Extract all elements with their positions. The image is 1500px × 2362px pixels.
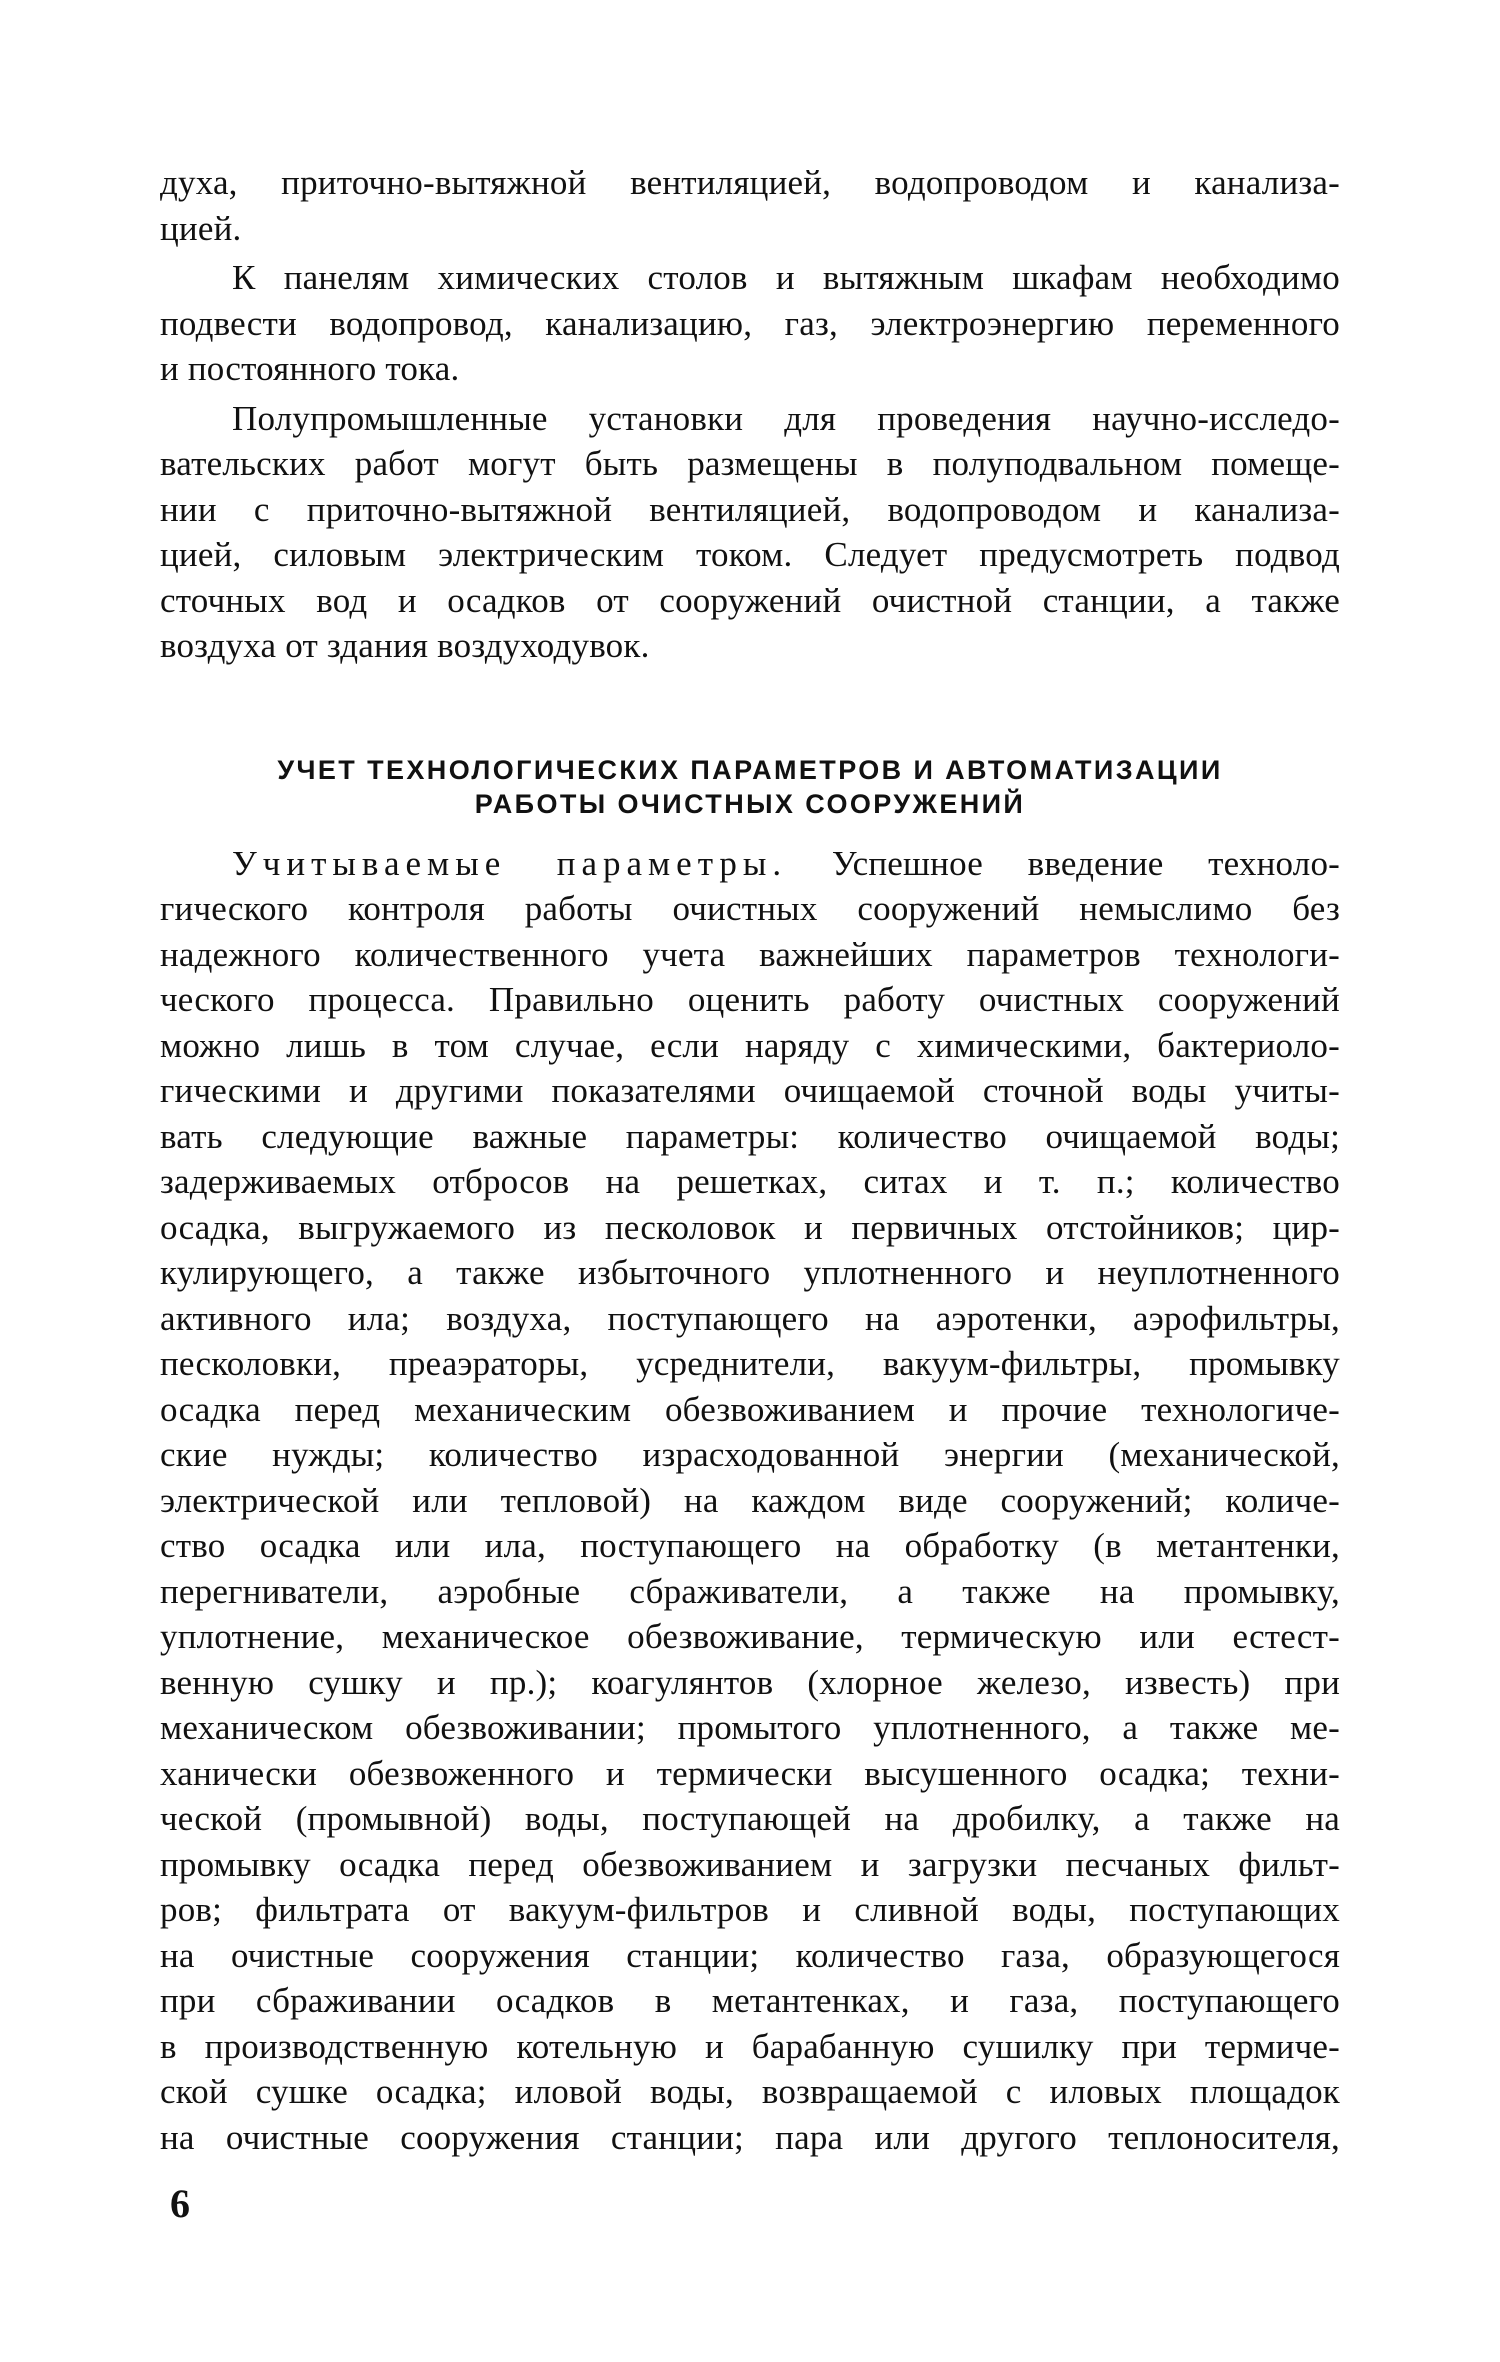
text-line: подвести водопровод, канализацию, газ, электроэнергию переменного [160,303,1340,343]
text-line-lead [160,841,1340,887]
text-line: ческой (промывной) воды, поступающей на дробилку, а также на [160,1799,1340,1838]
text-line: венную сушку и пр.); коагулянтов (хлорное железо, известь) при [160,1662,1340,1702]
text-line: Полупромышленные установки для проведения научно-исследо- [232,398,1340,438]
paragraph-continuation [160,160,1340,251]
text-line: осадка перед механическим обезвоживанием и прочие технологиче- [160,1389,1340,1429]
text-line: при сбраживании осадков в метантенках, и газа, поступающего [160,1981,1340,2020]
paragraph-pilot-installations [160,396,1340,669]
text-line: цией, силовым электрическим током. Следует предусмотреть подвод [160,535,1340,574]
text-line: ров; фильтрата от вакуум-фильтров и сливной воды, поступающих [160,1890,1340,1929]
section-heading [160,753,1340,821]
text-line: вательских работ могут быть размещены в полуподвальном помеще- [160,444,1340,483]
text-line: нии с приточно-вытяжной вентиляцией, водопроводом и канализа- [160,489,1340,529]
paragraph-tracked-parameters [160,841,1340,2161]
text-line: сточных вод и осадков от сооружений очистной станции, а также [160,580,1340,620]
section-heading-line-2: РАБОТЫ ОЧИСТНЫХ СООРУЖЕНИЙ [474,788,1026,819]
text-line: механическом обезвоживании; промытого уплотненного, а также ме- [160,1708,1340,1747]
text-line: цией. [160,208,242,248]
text-line: вать следующие важные параметры: количество очищаемой воды; [160,1116,1340,1156]
text-line: кулирующего, а также избыточного уплотненного и неуплотненного [160,1253,1340,1292]
paragraph-chemical-tables [160,255,1340,392]
text-line: гического контроля работы очистных сооружений немыслимо без [160,889,1340,928]
run-in-heading: Учитываемые параметры. [232,843,788,883]
text-line: осадка, выгружаемого из песколовок и первичных отстойников; цир- [160,1207,1340,1247]
text-line: активного ила; воздуха, поступающего на аэротенки, аэрофильтры, [160,1298,1340,1338]
text-line: уплотнение, механическое обезвоживание, термическую или естест- [160,1617,1340,1656]
text-line: ской сушке осадка; иловой воды, возвращаемой с иловых площадок [160,2072,1340,2111]
text-line: К панелям химических столов и вытяжным шкафам необходимо [232,258,1340,297]
text-line: гическими и другими показателями очищаемой сточной воды учиты- [160,1071,1340,1110]
text-line: промывку осадка перед обезвоживанием и загрузки песчаных фильт- [160,1844,1340,1884]
text-line: можно лишь в том случае, если наряду с химическими, бактериоло- [160,1025,1340,1065]
text-line: ские нужды; количество израсходованной энергии (механической, [160,1435,1340,1474]
text-line: духа, приточно-вытяжной вентиляцией, водопроводом и канализа- [160,163,1340,202]
text-line: в производственную котельную и барабанную сушилку при термиче- [160,2026,1340,2066]
text-line: задерживаемых отбросов на решетках, ситах и т. п.; количество [160,1162,1340,1201]
text-line: перегниватели, аэробные сбраживатели, а также на промывку, [160,1571,1340,1611]
text-line: на очистные сооружения станции; пара или другого теплоносителя, [160,2117,1340,2157]
text-line: и постоянного тока. [160,349,460,388]
text-line: надежного количественного учета важнейших параметров технологи- [160,934,1340,974]
text-line: ство осадка или ила, поступающего на обработку (в метантенки, [160,1526,1340,1565]
text-line: ханически обезвоженного и термически высушенного осадка; техни- [160,1753,1340,1793]
text-line: ческого процесса. Правильно оценить работу очистных сооружений [160,980,1340,1019]
text-line: на очистные сооружения станции; количество газа, образующегося [160,1935,1340,1975]
text-line: электрической или тепловой) на каждом виде сооружений; количе- [160,1480,1340,1520]
section-heading-line-1: УЧЕТ ТЕХНОЛОГИЧЕСКИХ ПАРАМЕТРОВ И АВТОМАТИЗАЦИИ [277,754,1223,785]
page-number: 6 [170,2181,190,2226]
text-line: воздуха от здания воздуходувок. [160,626,650,665]
page-body [160,160,1340,2160]
text-line: песколовки, преаэраторы, усреднители, вакуум-фильтры, промывку [160,1344,1340,1383]
text-run: Успешное введение техноло- [787,843,1340,883]
